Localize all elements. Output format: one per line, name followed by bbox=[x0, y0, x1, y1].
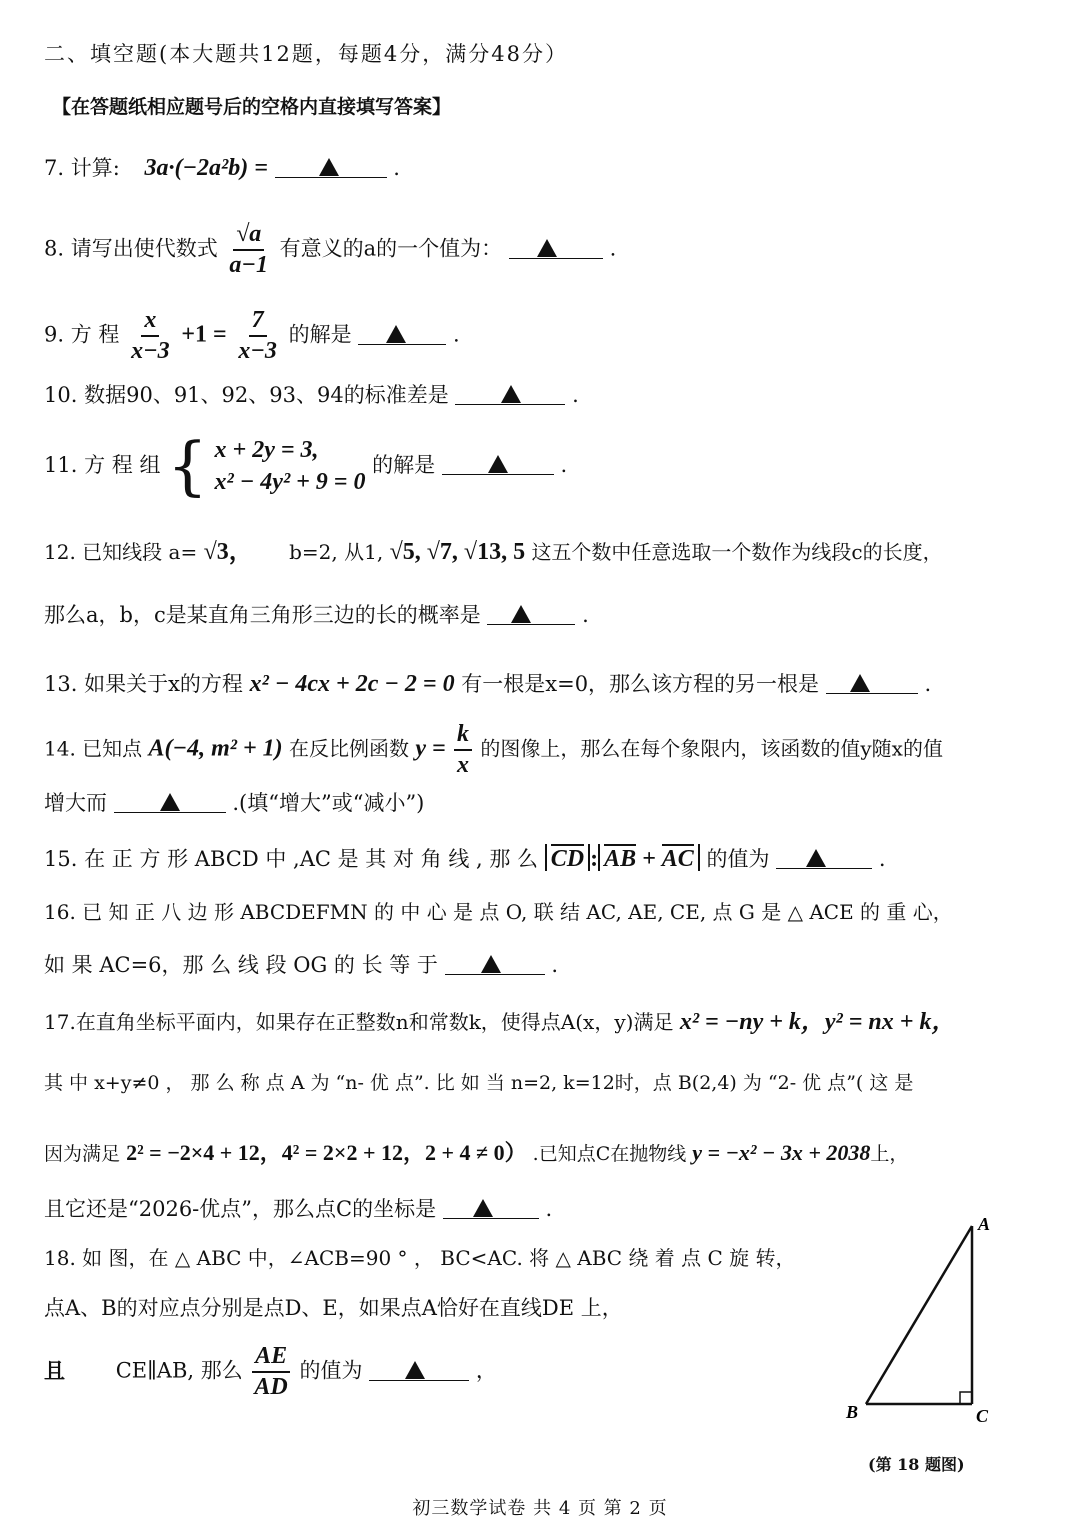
q18-den: AD bbox=[254, 1374, 288, 1401]
q11-number: 11. bbox=[44, 452, 78, 477]
instruction: 【在答题纸相应题号后的空格内直接填写答案】 bbox=[52, 96, 452, 118]
triangle-icon bbox=[481, 955, 501, 973]
q14-den: x bbox=[457, 752, 470, 779]
q15-vector-ab: AB bbox=[604, 846, 637, 872]
q13-answer-blank[interactable] bbox=[826, 673, 918, 694]
q17-line4: 且它还是“2026-优点”，那么点C的坐标是 bbox=[44, 1197, 437, 1221]
q14-number: 14. bbox=[44, 736, 76, 761]
q9-number: 9. bbox=[44, 322, 65, 347]
q18-end: ， bbox=[475, 1358, 497, 1383]
q15-abs-cd bbox=[545, 844, 590, 871]
q18-line1: 如 图，在 △ ABC 中，∠ACB=90 ° ， BC<AC. 将 △ ABC 绕 着 点 C 旋 转， bbox=[82, 1246, 796, 1270]
q8-number: 8. bbox=[44, 236, 65, 261]
q17-answer-blank[interactable] bbox=[443, 1198, 539, 1219]
question-18 bbox=[44, 1248, 796, 1268]
q17-number: 17. bbox=[44, 1010, 76, 1034]
q14-answer-blank[interactable] bbox=[114, 792, 226, 813]
triangle-icon bbox=[405, 1361, 425, 1379]
q9-den1: x−3 bbox=[131, 338, 170, 365]
q7-text: 计算: bbox=[70, 156, 120, 180]
q14-line2a: 增大而 bbox=[44, 791, 107, 815]
q10-number: 10. bbox=[44, 383, 78, 407]
question-10 bbox=[44, 384, 579, 406]
question-16 bbox=[44, 902, 953, 922]
question-17-line4 bbox=[44, 1198, 552, 1220]
q15-end: . bbox=[878, 847, 886, 871]
q17-line1: 在直角坐标平面内，如果存在正整数n和常数k，使得点A(x，y)满足 bbox=[75, 1010, 674, 1034]
triangle-figure bbox=[830, 1212, 1050, 1432]
q9-end: . bbox=[453, 322, 460, 347]
q17-line3c: 上， bbox=[870, 1143, 909, 1165]
triangle-icon bbox=[806, 849, 826, 867]
q12-nums: √5, √7, √13, 5 bbox=[389, 539, 526, 565]
q13-pre: 如果关于x的方程 bbox=[84, 672, 243, 696]
q9-post: 的解是 bbox=[288, 322, 352, 347]
question-17-line2 bbox=[44, 1074, 913, 1093]
triangle-icon bbox=[160, 793, 180, 811]
q15-plus: + bbox=[642, 846, 656, 872]
q7-end: . bbox=[393, 156, 400, 180]
left-brace-icon: { bbox=[167, 429, 208, 504]
q14-y: y = bbox=[415, 735, 446, 762]
q17-eq2: 2² = −2×4 + 12，4² = 2×2 + 12，2 + 4 ≠ 0） bbox=[126, 1140, 527, 1165]
q9-answer-blank[interactable] bbox=[358, 324, 446, 345]
question-7 bbox=[44, 156, 400, 180]
q15-number: 15. bbox=[44, 847, 78, 871]
triangle-icon bbox=[850, 674, 870, 692]
q7-expression: 3a·(−2a²b) = bbox=[144, 155, 268, 181]
q15-answer-blank[interactable] bbox=[776, 848, 872, 869]
q18-number: 18. bbox=[44, 1246, 76, 1270]
right-angle-mark bbox=[960, 1392, 972, 1404]
q9-num2: 7 bbox=[249, 308, 267, 337]
triangle-icon bbox=[501, 385, 521, 403]
q17-eq3: y = −x² − 3x + 2038 bbox=[692, 1140, 871, 1165]
q9-fraction-2 bbox=[235, 308, 280, 364]
q16-line2: 如 果 AC=6，那 么 线 段 OG 的 长 等 于 bbox=[44, 953, 438, 977]
q9-mid: +1 = bbox=[181, 321, 227, 348]
triangle-icon bbox=[386, 325, 406, 343]
q16-end: . bbox=[551, 953, 558, 977]
question-12-line2 bbox=[44, 604, 589, 626]
q15-post: 的值为 bbox=[706, 847, 770, 871]
q12-a: 已知线段 a= bbox=[82, 540, 198, 564]
q13-number: 13. bbox=[44, 672, 78, 696]
q18-num: AE bbox=[252, 1344, 290, 1373]
question-17-line3 bbox=[44, 1142, 908, 1164]
side-ab bbox=[866, 1226, 972, 1404]
q17-end: . bbox=[545, 1197, 553, 1221]
q8-post: 有意义的a的一个值为： bbox=[279, 236, 503, 261]
question-11 bbox=[44, 429, 568, 504]
label-a: A bbox=[978, 1214, 991, 1234]
q17-line3b: .已知点C在抛物线 bbox=[532, 1143, 687, 1165]
question-12 bbox=[44, 540, 943, 564]
q11-eq2: x² − 4y² + 9 = 0 bbox=[214, 469, 366, 496]
question-18-line3 bbox=[44, 1344, 497, 1400]
q11-pre: 方 程 组 bbox=[84, 452, 161, 477]
triangle-icon bbox=[319, 158, 339, 176]
label-c: C bbox=[976, 1406, 989, 1426]
q10-text: 数据90、91、92、93、94的标准差是 bbox=[84, 383, 449, 407]
question-15 bbox=[44, 844, 886, 871]
q9-pre: 方 程 bbox=[70, 322, 120, 347]
q12-b: b=2, 从1, bbox=[289, 540, 384, 564]
q18-line2: 点A、B的对应点分别是点D、E，如果点A恰好在直线DE 上， bbox=[44, 1296, 623, 1320]
q17-line2: 其 中 x+y≠0 ， 那 么 称 点 A 为 “n- 优 点”. 比 如 当 n=2, k=12时，点 B(2,4) 为 “2- 优 点”( 这 是 bbox=[44, 1072, 914, 1094]
question-13 bbox=[44, 672, 931, 696]
q11-end: . bbox=[560, 452, 568, 477]
page-footer: 初三数学试卷 共 4 页 第 2 页 bbox=[412, 1498, 668, 1519]
q10-end: . bbox=[572, 383, 579, 407]
q13-expression: x² − 4cx + 2c − 2 = 0 bbox=[249, 671, 455, 697]
q15-vector-cd: CD bbox=[550, 846, 585, 872]
q16-number: 16. bbox=[44, 900, 76, 924]
q14-post: 的图像上，那么在每个象限内，该函数的值y随x的值 bbox=[480, 736, 943, 761]
q7-number: 7. bbox=[44, 156, 65, 180]
q18-line3a: 且 bbox=[44, 1357, 65, 1383]
q14-pre: 已知点 bbox=[82, 736, 143, 761]
q11-answer-blank[interactable] bbox=[442, 454, 554, 475]
question-16-line2 bbox=[44, 954, 558, 976]
q8-fraction bbox=[226, 222, 271, 278]
q16-line1: 已 知 正 八 边 形 ABCDEFMN 的 中 心 是 点 O, 联 结 AC, AE, CE, 点 G 是 △ ACE 的 重 心， bbox=[82, 900, 953, 924]
triangle-icon bbox=[537, 239, 557, 257]
q15-vector-ac: AC bbox=[661, 846, 694, 872]
q14-mid: 在反比例函数 bbox=[288, 736, 409, 761]
triangle-icon bbox=[473, 1199, 493, 1217]
q10-answer-blank[interactable] bbox=[455, 384, 565, 405]
q18-fraction bbox=[251, 1344, 290, 1400]
question-8 bbox=[44, 222, 616, 278]
triangle-icon bbox=[511, 605, 531, 623]
q9-fraction-1 bbox=[128, 308, 173, 364]
figure-caption: (第 18 题图) bbox=[868, 1455, 965, 1474]
q8-numerator: √a bbox=[233, 222, 264, 251]
q11-system bbox=[215, 434, 366, 499]
q14-num: k bbox=[454, 722, 472, 751]
q12-end: . bbox=[582, 603, 589, 627]
triangle-icon bbox=[488, 455, 508, 473]
q12-answer-blank[interactable] bbox=[487, 604, 575, 625]
q12-sqrt3: √3， bbox=[203, 539, 253, 565]
q8-answer-blank[interactable] bbox=[509, 238, 603, 259]
q15-pre: 在 正 方 形 ABCD 中 ,AC 是 其 对 角 线 , 那 么 bbox=[84, 847, 539, 871]
q18-line3b: CE∥AB, 那么 bbox=[115, 1358, 243, 1383]
question-17 bbox=[44, 1010, 955, 1034]
q18-line3c: 的值为 bbox=[299, 1358, 363, 1383]
q7-answer-blank[interactable] bbox=[275, 157, 387, 178]
section-title: 二、填空题(本大题共12题，每题4分，满分48分） bbox=[44, 42, 568, 66]
q15-colon: : bbox=[590, 846, 599, 872]
q16-answer-blank[interactable] bbox=[445, 954, 545, 975]
q17-line3a: 因为满足 bbox=[44, 1143, 121, 1165]
q12-number: 12. bbox=[44, 540, 76, 564]
q9-num1: x bbox=[141, 308, 159, 337]
q14-fraction bbox=[454, 722, 472, 778]
question-9 bbox=[44, 308, 460, 364]
question-18-line2 bbox=[44, 1298, 623, 1319]
q11-post: 的解是 bbox=[372, 452, 436, 477]
q17-eq1: x² = −ny + k，y² = nx + k， bbox=[679, 1009, 956, 1035]
q12-line2: 那么a，b，c是某直角三角形三边的长的概率是 bbox=[44, 603, 481, 627]
q11-eq1: x + 2y = 3, bbox=[214, 437, 319, 463]
q12-rest: 这五个数中任意选取一个数作为线段c的长度， bbox=[531, 540, 943, 564]
q8-denominator: a−1 bbox=[229, 252, 268, 279]
q13-end: . bbox=[924, 672, 932, 696]
question-14-line2 bbox=[44, 792, 424, 814]
q8-end: . bbox=[609, 236, 617, 261]
q14-line2b: .(填“增大”或“减小”) bbox=[232, 791, 425, 815]
q18-answer-blank[interactable] bbox=[369, 1360, 469, 1381]
q8-pre: 请写出使代数式 bbox=[70, 236, 218, 261]
q9-den2: x−3 bbox=[238, 338, 277, 365]
q13-post: 有一根是x=0，那么该方程的另一根是 bbox=[461, 672, 820, 696]
q15-abs-sum bbox=[598, 844, 700, 871]
label-b: B bbox=[846, 1402, 859, 1422]
q14-point: A(−4, m² + 1) bbox=[148, 735, 283, 762]
question-14 bbox=[44, 722, 943, 778]
